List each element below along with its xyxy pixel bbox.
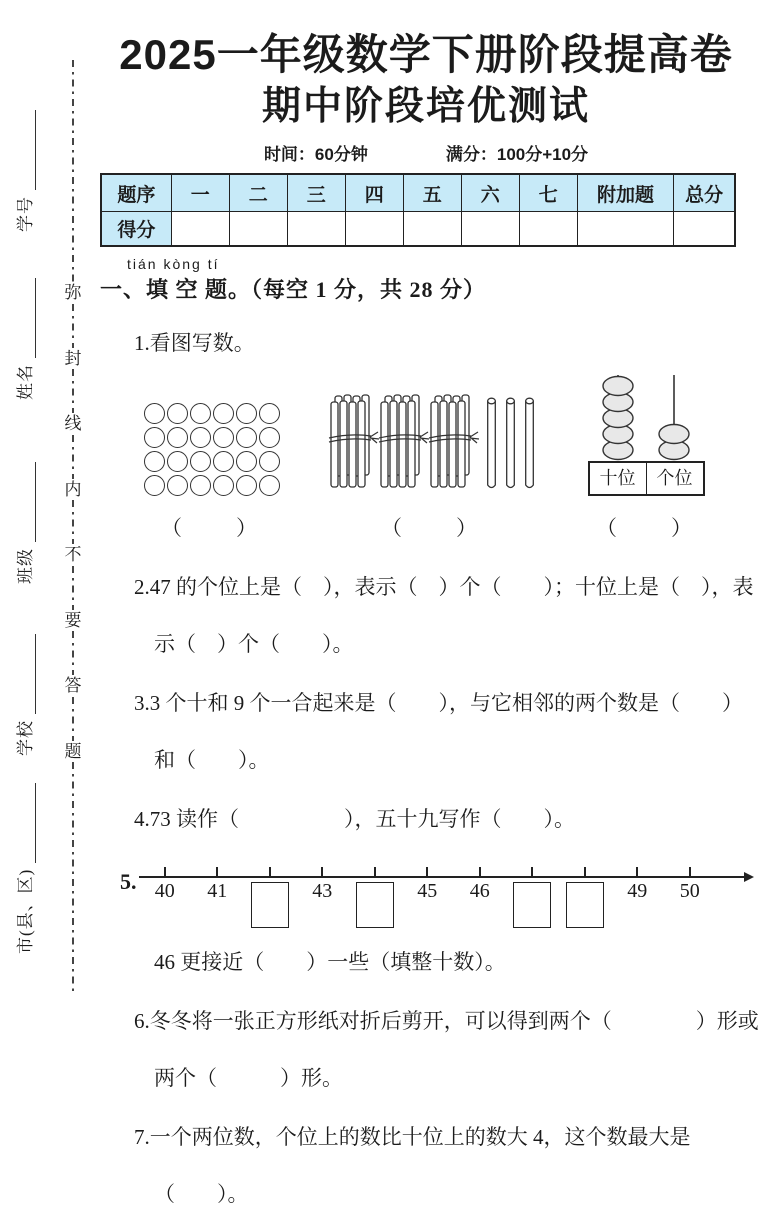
- circle-counter: [236, 403, 257, 424]
- number-label: 43: [312, 880, 333, 903]
- time-label: 时间：60分钟: [263, 145, 368, 165]
- number-label: 45: [417, 880, 438, 903]
- seal-dash: [72, 631, 74, 675]
- number-line: [139, 863, 753, 928]
- question-2-text: 示（ ）个（ ）。: [154, 632, 354, 657]
- number-line-cell: [401, 863, 454, 928]
- score-header-row: [101, 174, 735, 212]
- score-header-cell: 一: [171, 174, 229, 212]
- field-underline[interactable]: [21, 110, 36, 190]
- circle-counter: [236, 427, 257, 448]
- circle-counter: [213, 451, 234, 472]
- seal-dash: [72, 566, 74, 610]
- score-input-cell[interactable]: [519, 212, 577, 247]
- answer-box[interactable]: [513, 882, 551, 928]
- student-field-label: 班级: [16, 548, 35, 584]
- number-line-cell: [611, 863, 664, 928]
- seal-dash: [72, 500, 74, 544]
- answer-blank[interactable]: （ ）: [381, 516, 481, 541]
- abacus-figure: [584, 373, 708, 542]
- score-header-cell: 二: [229, 174, 287, 212]
- score-header-cell: 总分: [674, 174, 735, 212]
- score-header-cell: 题序: [101, 174, 171, 212]
- tick-mark: [164, 867, 166, 877]
- seal-char: 要: [64, 610, 82, 630]
- score-input-cell[interactable]: [577, 212, 674, 247]
- number-line-cell: [191, 863, 244, 928]
- stick-bundle: [428, 393, 474, 496]
- number-line-cell: [139, 863, 192, 928]
- number-label: 49: [627, 880, 648, 903]
- tick-mark: [479, 867, 481, 877]
- circle-counter: [213, 427, 234, 448]
- abacus-place-labels: [588, 461, 705, 496]
- answer-blank[interactable]: （ ）: [161, 516, 261, 541]
- score-value-row: [101, 212, 735, 247]
- seal-char: 内: [64, 479, 82, 499]
- paper-main-column: [100, 0, 759, 1208]
- number-line-cell: [244, 863, 297, 928]
- number-line-cell: [349, 863, 402, 928]
- circle-counter: [190, 427, 211, 448]
- page-subtitle: 期中阶段培优测试: [261, 85, 590, 129]
- seal-dash: [72, 304, 74, 348]
- answer-box[interactable]: [566, 882, 604, 928]
- circle-counter: [144, 475, 165, 496]
- ones-place-label: 个位: [646, 463, 703, 494]
- stick-bundle: [378, 393, 424, 496]
- tens-place-label: 十位: [590, 463, 646, 494]
- student-field-label: 市(县、区): [16, 868, 35, 954]
- circle-counter: [190, 451, 211, 472]
- question-6-text: 两个（ ）形。: [154, 1066, 343, 1091]
- score-header-cell: 附加题: [577, 174, 674, 212]
- circle-counter: [144, 451, 165, 472]
- abacus-beads: [584, 373, 708, 463]
- single-stick: [486, 397, 497, 496]
- single-stick: [505, 397, 516, 496]
- field-underline[interactable]: [21, 783, 36, 863]
- circle-counter: [167, 403, 188, 424]
- question-5-number: 5.: [120, 869, 137, 895]
- tick-mark: [531, 867, 533, 877]
- tick-mark: [374, 867, 376, 877]
- number-label: 40: [154, 880, 175, 903]
- single-stick: [524, 397, 535, 496]
- pinyin-annotation: tián kòng tí: [127, 256, 220, 273]
- tick-mark: [216, 867, 218, 877]
- student-field-name: [14, 278, 36, 400]
- tick-mark: [689, 867, 691, 877]
- field-underline[interactable]: [21, 462, 36, 542]
- score-header-cell: 六: [461, 174, 519, 212]
- seal-line: [64, 60, 82, 992]
- question-7-text: （ ）。: [154, 1182, 249, 1207]
- circle-counter: [167, 451, 188, 472]
- circles-grid: [144, 403, 278, 496]
- circle-counter: [213, 403, 234, 424]
- score-table: [100, 173, 736, 247]
- circle-counter: [259, 475, 280, 496]
- tick-mark: [321, 867, 323, 877]
- answer-box[interactable]: [251, 882, 289, 928]
- number-line-cell: [296, 863, 349, 928]
- section-heading: 一、填 空 题。（每空 1 分，共 28 分）: [100, 277, 487, 303]
- score-input-cell[interactable]: [403, 212, 461, 247]
- score-input-cell[interactable]: [171, 212, 229, 247]
- score-row-label: 得分: [101, 212, 171, 247]
- circle-counter: [190, 475, 211, 496]
- number-line-cell: [559, 863, 612, 928]
- question-7-text: 7.一个两位数，个位上的数比十位上的数大 4，这个数最大是: [134, 1125, 691, 1150]
- student-field-number: [14, 110, 36, 232]
- number-line-cell: [454, 863, 507, 928]
- question-2-text: 2.47 的个位上是（ ），表示（ ）个（ ）；十位上是（ ），表: [134, 575, 754, 600]
- student-field-district: [14, 783, 36, 954]
- field-underline[interactable]: [21, 278, 36, 358]
- tick-mark: [584, 867, 586, 877]
- score-header-cell: 七: [519, 174, 577, 212]
- circle-counter: [236, 451, 257, 472]
- full-score-label: 满分：100分+10分: [445, 145, 589, 165]
- circle-counter: [167, 427, 188, 448]
- number-line-cells: [139, 863, 717, 928]
- answer-blank[interactable]: （ ）: [596, 516, 696, 541]
- sticks-figure: [328, 393, 535, 496]
- tick-mark: [269, 867, 271, 877]
- circles-figure: [144, 403, 278, 542]
- question-6-text: 6.冬冬将一张正方形纸对折后剪开，可以得到两个（ ）形或: [134, 1009, 759, 1034]
- seal-dash: [72, 762, 74, 992]
- question-5-note: 46 更接近（ ）一些（填整十数）。: [154, 950, 506, 975]
- student-field-label: 学校: [16, 720, 35, 756]
- score-input-cell[interactable]: [229, 212, 287, 247]
- score-input-cell[interactable]: [674, 212, 735, 247]
- question-4-text: 4.73 读作（ ），五十九写作（ ）。: [134, 807, 575, 832]
- seal-char: 弥: [64, 283, 82, 302]
- tick-mark: [426, 867, 428, 877]
- field-underline[interactable]: [21, 634, 36, 714]
- question-3-text: 3.3 个十和 9 个一合起来是（ ），与它相邻的两个数是（ ）: [134, 691, 743, 716]
- q1-figures: [100, 357, 752, 542]
- number-line-cell: [506, 863, 559, 928]
- seal-char: 线: [64, 414, 82, 434]
- arrow-right-icon: [744, 872, 754, 882]
- seal-char: 不: [64, 545, 82, 565]
- number-line-cell: [664, 863, 717, 928]
- circle-counter: [144, 427, 165, 448]
- score-header-cell: 四: [345, 174, 403, 212]
- number-label: 50: [679, 880, 700, 903]
- student-field-label: 姓名: [16, 364, 35, 400]
- number-label: 41: [207, 880, 228, 903]
- score-input-cell[interactable]: [461, 212, 519, 247]
- seal-dash: [72, 369, 74, 413]
- circle-counter: [167, 475, 188, 496]
- score-input-cell[interactable]: [287, 212, 345, 247]
- seal-char: 封: [64, 348, 82, 368]
- circle-counter: [259, 427, 280, 448]
- circle-counter: [259, 451, 280, 472]
- page-title: 2025一年级数学下册阶段提高卷: [119, 31, 733, 78]
- sticks-figure-block: [328, 393, 535, 542]
- circle-counter: [144, 403, 165, 424]
- circle-counter: [259, 403, 280, 424]
- question-3-text: 和（ ）。: [154, 748, 270, 773]
- question-1-text: 1.看图写数。: [134, 331, 255, 356]
- student-field-class: [14, 462, 36, 584]
- seal-dash: [72, 60, 74, 282]
- score-input-cell[interactable]: [345, 212, 403, 247]
- question-5: [120, 863, 752, 928]
- number-label: 46: [469, 880, 490, 903]
- student-field-label: 学号: [16, 196, 35, 232]
- seal-dash: [72, 435, 74, 479]
- answer-box[interactable]: [356, 882, 394, 928]
- circle-counter: [190, 403, 211, 424]
- exam-info-line: [100, 140, 752, 165]
- circle-counter: [213, 475, 234, 496]
- seal-dash: [72, 697, 74, 741]
- tick-mark: [636, 867, 638, 877]
- score-header-cell: 三: [287, 174, 345, 212]
- score-header-cell: 五: [403, 174, 461, 212]
- seal-char: 答: [64, 676, 82, 696]
- seal-char: 题: [64, 741, 82, 761]
- student-field-school: [14, 634, 36, 756]
- stick-bundle: [328, 393, 374, 496]
- circle-counter: [236, 475, 257, 496]
